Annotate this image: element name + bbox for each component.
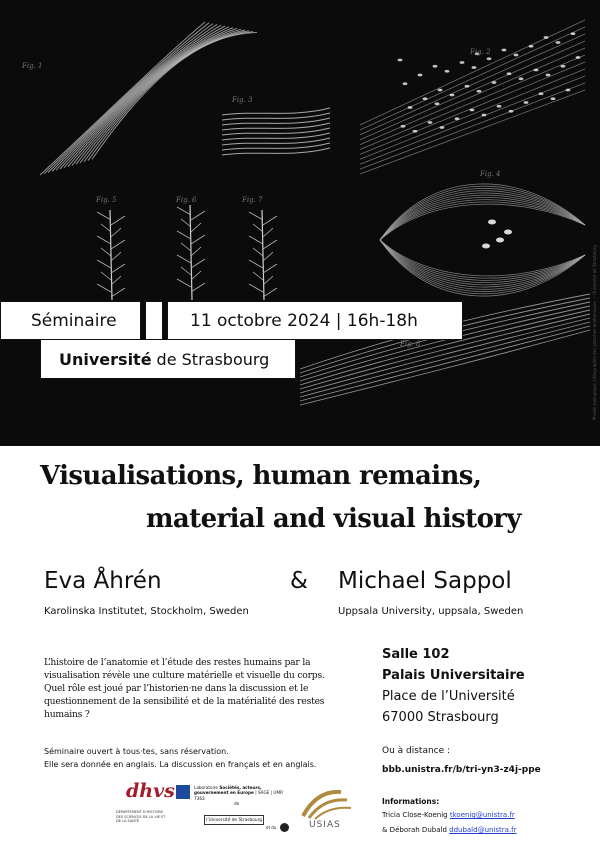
usias-logo bbox=[297, 786, 355, 832]
university-bold: Université bbox=[59, 349, 152, 369]
plate-7-branch bbox=[263, 264, 277, 273]
plate-2-nucleus bbox=[472, 66, 477, 69]
plate-2-nucleus bbox=[465, 85, 470, 88]
plate-6-branch bbox=[177, 207, 191, 215]
sage-line-1: Laboratoire bbox=[194, 785, 218, 790]
contact-1-email-link[interactable]: tkoenig@unistra.fr bbox=[449, 811, 515, 819]
plate-1-fiber bbox=[88, 32, 253, 161]
plate-1-fiber bbox=[84, 31, 249, 162]
plate-2-nucleus bbox=[413, 130, 418, 133]
plate-6-branch bbox=[181, 243, 191, 251]
plate-7-branch bbox=[253, 248, 263, 256]
plate-5-branch bbox=[111, 252, 121, 261]
fig-label-2: Fig. 2 bbox=[470, 48, 491, 56]
plate-6-branch bbox=[191, 223, 201, 232]
usias-logo-mark bbox=[297, 786, 355, 820]
plate-7-branch bbox=[263, 288, 277, 297]
plate-2-nucleus bbox=[509, 110, 514, 113]
usias-word: USIAS bbox=[309, 820, 341, 830]
remote-label: Ou à distance : bbox=[382, 746, 451, 756]
plate-4-cell bbox=[482, 244, 490, 249]
plate-7-branch bbox=[253, 272, 263, 280]
venue-block bbox=[382, 644, 592, 728]
plate-2-nucleus bbox=[561, 65, 566, 68]
plate-2-nucleus bbox=[514, 54, 519, 57]
fig-label-8: Fig. 8 bbox=[400, 340, 421, 348]
plate-6-branch bbox=[177, 255, 191, 263]
venue-city: 67000 Strasbourg bbox=[382, 710, 499, 725]
plate-2-nucleus bbox=[401, 125, 406, 128]
plate-2-nucleus bbox=[556, 41, 561, 44]
plate-2-nucleus bbox=[435, 102, 440, 105]
plate-5-branch bbox=[111, 240, 125, 249]
attendance-note bbox=[44, 745, 344, 771]
fig-label-5: Fig. 5 bbox=[96, 196, 117, 204]
plate-2-fiber bbox=[360, 62, 585, 154]
plate-4-cell bbox=[488, 220, 496, 225]
venue-building: Palais Universitaire bbox=[382, 668, 525, 683]
plate-6-branch bbox=[191, 259, 205, 268]
seminaire-banner bbox=[0, 301, 141, 340]
cnrs-logo-mark bbox=[280, 823, 289, 832]
plate-2-nucleus bbox=[487, 57, 492, 60]
plate-2-nucleus bbox=[428, 121, 433, 124]
contact-2-name: & Déborah Dubald bbox=[382, 826, 447, 834]
contact-1-name: Tricia Close-Koenig bbox=[382, 811, 448, 819]
fig-label-7: Fig. 7 bbox=[242, 196, 263, 204]
banner-separator bbox=[145, 301, 163, 340]
sage-logo bbox=[176, 785, 291, 833]
plate-2-nucleus bbox=[423, 97, 428, 100]
plate-2-nucleus bbox=[571, 32, 576, 35]
venue-room: Salle 102 bbox=[382, 647, 450, 662]
plate-5-branch bbox=[97, 236, 111, 244]
plate-2-nucleus bbox=[460, 61, 465, 64]
plate-3-fiber bbox=[222, 108, 330, 115]
plate-2-nucleus bbox=[551, 97, 556, 100]
date-time-text: 11 octobre 2024 | 16h-18h bbox=[190, 310, 418, 331]
plate-2-nucleus bbox=[576, 56, 581, 59]
plate-7-branch bbox=[249, 284, 263, 292]
plate-2-nucleus bbox=[524, 101, 529, 104]
plate-7-branch bbox=[253, 224, 263, 232]
speaker-2-name: Michael Sappol bbox=[338, 568, 512, 594]
plate-4-cell bbox=[504, 230, 512, 235]
plate-6-branch bbox=[191, 247, 201, 256]
sage-line-2: Sociétés, acteurs, bbox=[219, 785, 262, 790]
fig-label-3: Fig. 3 bbox=[232, 96, 253, 104]
plate-4-cell bbox=[496, 238, 504, 243]
contact-2-email-link[interactable]: ddubald@unistra.fr bbox=[449, 826, 517, 834]
sage-de: de bbox=[234, 801, 240, 807]
dhvs-logo bbox=[82, 780, 175, 840]
plate-7-branch bbox=[263, 276, 273, 285]
plate-7-branch bbox=[263, 216, 277, 225]
plate-1-fiber bbox=[80, 30, 245, 163]
university-rest: de Strasbourg bbox=[156, 349, 270, 369]
plate-5-branch bbox=[101, 248, 111, 256]
abstract-text: L’histoire de l’anatomie et l’étude des restes humains par la visualisation révèle une culture matérielle et visuelle du corps. Quel rôle est joué par l’historien·ne dans la discussion et le questionnement de la sensibilité et de la matérialité des restes humains ? bbox=[44, 657, 325, 720]
plate-7-branch bbox=[263, 252, 273, 261]
plate-6-branch bbox=[191, 211, 205, 220]
plate-2-nucleus bbox=[433, 65, 438, 68]
plate-6-branch bbox=[177, 279, 191, 287]
plate-7-branch bbox=[249, 212, 263, 220]
title-line-2: material and visual history bbox=[146, 504, 521, 534]
sage-university: l’Université de Strasbourg bbox=[204, 815, 264, 825]
plate-2-nucleus bbox=[455, 117, 460, 120]
speaker-2-affiliation: Uppsala University, uppsala, Sweden bbox=[338, 606, 524, 617]
sage-etdu: et du bbox=[266, 825, 277, 830]
plate-5-branch bbox=[111, 264, 125, 273]
speaker-ampersand: & bbox=[290, 568, 308, 594]
plate-2-nucleus bbox=[482, 114, 487, 117]
attendance-note-line-2: Elle sera donnée en anglais. La discussion en français et en anglais. bbox=[44, 760, 317, 769]
plate-5-branch bbox=[111, 288, 125, 297]
title-line-1: Visualisations, human remains, bbox=[40, 461, 482, 491]
plate-2-nucleus bbox=[566, 89, 571, 92]
plate-2-nucleus bbox=[403, 82, 408, 85]
plate-2-nucleus bbox=[470, 109, 475, 112]
plate-2-nucleus bbox=[445, 70, 450, 73]
fig-label-4: Fig. 4 bbox=[480, 170, 501, 178]
plate-5-branch bbox=[111, 228, 121, 237]
plate-2-nucleus bbox=[492, 81, 497, 84]
university-banner bbox=[40, 340, 296, 379]
plate-2-nucleus bbox=[529, 45, 534, 48]
remote-link[interactable]: bbb.unistra.fr/b/tri-yn3-z4j-ppe bbox=[382, 765, 541, 775]
plate-5-branch bbox=[97, 212, 111, 220]
plate-5-branch bbox=[111, 216, 125, 225]
plate-7-branch bbox=[249, 236, 263, 244]
info-label: Informations: bbox=[382, 797, 440, 806]
plate-4-fiber-top bbox=[380, 191, 585, 240]
plate-6-branch bbox=[177, 231, 191, 239]
plate-5-branch bbox=[101, 272, 111, 280]
fig-label-6: Fig. 6 bbox=[176, 196, 197, 204]
plate-6-branch bbox=[191, 271, 201, 280]
sage-line-3: gouvernement en Europe bbox=[194, 790, 254, 796]
plate-2-nucleus bbox=[477, 90, 482, 93]
plate-2-nucleus bbox=[502, 49, 507, 52]
dhvs-logo-mark: dhvs bbox=[126, 780, 175, 802]
plate-6-branch bbox=[181, 267, 191, 275]
plate-2-nucleus bbox=[539, 92, 544, 95]
plate-7-branch bbox=[263, 240, 277, 249]
plate-5-branch bbox=[111, 276, 121, 285]
plate-5-branch bbox=[101, 224, 111, 232]
plate-2-nucleus bbox=[534, 69, 539, 72]
plate-7-branch bbox=[263, 228, 273, 237]
plate-2-nucleus bbox=[438, 89, 443, 92]
plate-6-branch bbox=[181, 219, 191, 227]
plate-6-branch bbox=[191, 283, 205, 292]
fig-label-1: Fig. 1 bbox=[22, 62, 43, 70]
sage-line-4: SAGE | UMR 7363 bbox=[194, 790, 284, 801]
attendance-note-line-1: Séminaire ouvert à tous·tes, sans réservation. bbox=[44, 747, 229, 756]
sage-logo-text: Laboratoire Sociétés, acteurs, gouvernement en Europe | SAGE | UMR 7363 de bbox=[194, 785, 290, 807]
speaker-1-affiliation: Karolinska Institutet, Stockholm, Sweden bbox=[44, 606, 249, 617]
contact-1 bbox=[382, 811, 515, 819]
plate-5-branch bbox=[97, 260, 111, 268]
plate-2-nucleus bbox=[398, 59, 403, 62]
plate-4-fiber-bottom bbox=[380, 240, 585, 289]
plate-2-nucleus bbox=[497, 105, 502, 108]
plate-6-branch bbox=[191, 235, 205, 244]
plate-1-fiber bbox=[64, 27, 229, 168]
speaker-1-name: Eva Åhrén bbox=[44, 568, 162, 594]
plate-2-nucleus bbox=[546, 74, 551, 77]
dhvs-logo-subtitle: DÉPARTEMENT D’HISTOIRE DES SCIENCES DE LA VIE ET DE LA SANTÉ bbox=[116, 810, 166, 823]
plate-2-nucleus bbox=[519, 77, 524, 80]
venue-street: Place de l’Université bbox=[382, 689, 515, 704]
plate-2-nucleus bbox=[507, 72, 512, 75]
plate-5-branch bbox=[97, 284, 111, 292]
plate-2-nucleus bbox=[418, 74, 423, 77]
plate-2-nucleus bbox=[544, 36, 549, 39]
plate-2-nucleus bbox=[450, 94, 455, 97]
plate-2-nucleus bbox=[408, 106, 413, 109]
sage-logo-mark bbox=[176, 785, 190, 799]
seminaire-label: Séminaire bbox=[31, 310, 117, 331]
plate-7-branch bbox=[249, 260, 263, 268]
image-credit-text: Musée zoologique, Lithographie des planches anatomiques — Université de Strasbourg bbox=[592, 245, 597, 420]
date-banner bbox=[167, 301, 463, 340]
contact-2 bbox=[382, 826, 517, 834]
image-credit bbox=[582, 230, 597, 420]
plate-2-nucleus bbox=[440, 126, 445, 129]
